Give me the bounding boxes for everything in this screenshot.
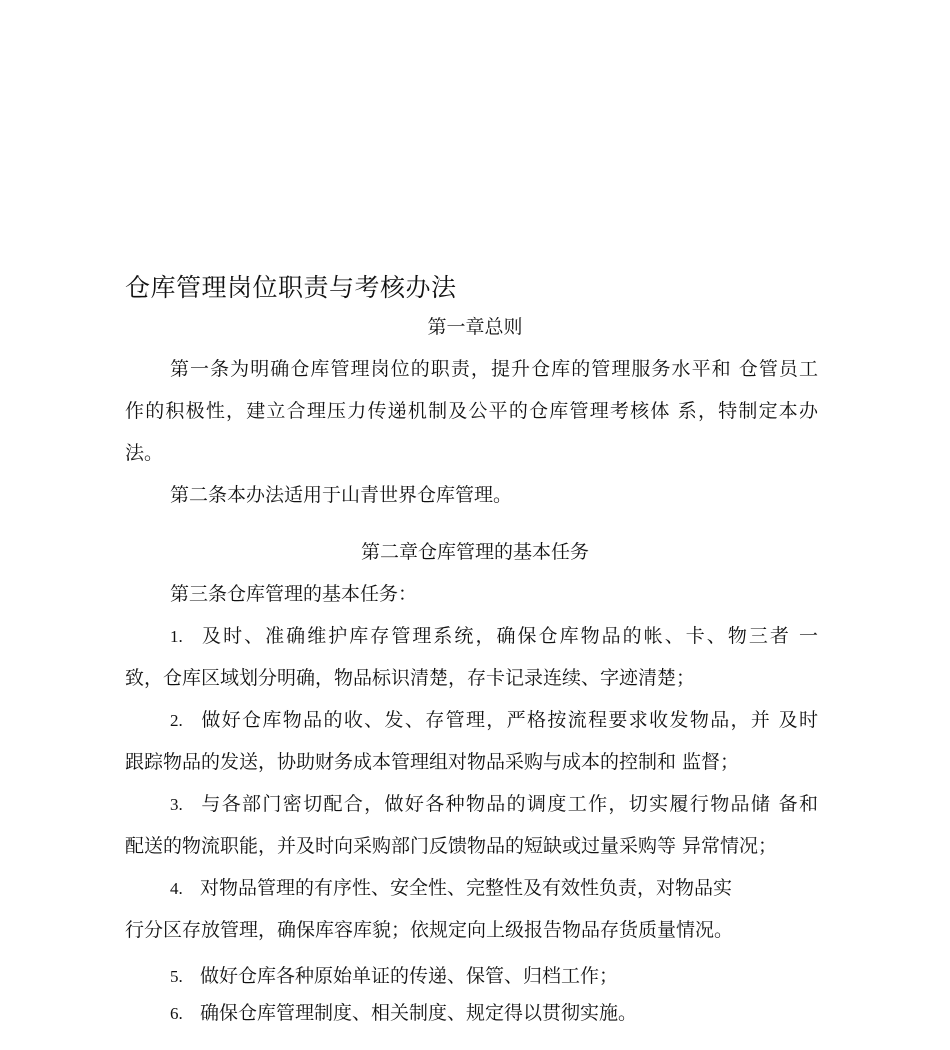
task-item-5-text: 做好仓库各种原始单证的传递、保管、归档工作； <box>200 965 619 987</box>
task-item-1-number: 1. <box>170 627 183 646</box>
article-3: 第三条仓库管理的基本任务： <box>170 583 418 605</box>
task-item-4-line-1 <box>170 875 732 902</box>
task-item-3-line-2: 配送的物流职能，并及时向采购部门反馈物品的短缺或过量采购等 异常情况； <box>125 835 778 857</box>
task-item-3-text: 与各部门密切配合，做好各种物品的调度工作，切实履行物品储 备和 <box>200 793 818 815</box>
task-item-1-text: 及时、准确维护库存管理系统，确保仓库物品的帐、卡、物三者 一 <box>200 625 818 647</box>
task-item-5 <box>170 963 618 990</box>
task-item-3-number: 3. <box>170 795 183 814</box>
task-item-4-line-2: 行分区存放管理，确保库容库貌；依规定向上级报告物品存货质量情况。 <box>125 919 734 941</box>
task-item-2-line-1 <box>170 707 818 734</box>
article-1-line-1: 第一条为明确仓库管理岗位的职责，提升仓库的管理服务水平和 仓管员工 <box>170 358 818 380</box>
task-item-6-text: 确保仓库管理制度、相关制度、规定得以贯彻实施。 <box>200 1002 638 1024</box>
article-1-line-2: 作的积极性，建立合理压力传递机制及公平的仓库管理考核体 系，特制定本办 <box>125 400 818 422</box>
task-item-3-line-1 <box>170 791 818 818</box>
task-item-2-text: 做好仓库物品的收、发、存管理，严格按流程要求收发物品，并 及时 <box>200 709 818 731</box>
task-item-1-line-2: 致，仓库区域划分明确，物品标识清楚，存卡记录连续、字迹清楚； <box>125 667 696 689</box>
task-item-2-line-2: 跟踪物品的发送，协助财务成本管理组对物品采购与成本的控制和 监督； <box>125 751 740 773</box>
task-item-6-number: 6. <box>170 1004 183 1023</box>
task-item-1-line-1 <box>170 623 818 650</box>
article-1-line-3: 法。 <box>125 442 164 464</box>
task-item-2-number: 2. <box>170 711 183 730</box>
task-item-5-number: 5. <box>170 967 183 986</box>
task-item-4-text: 对物品管理的有序性、安全性、完整性及有效性负责，对物品实 <box>200 877 733 899</box>
task-item-4-number: 4. <box>170 879 183 898</box>
task-item-6 <box>170 1000 637 1027</box>
article-2: 第二条本办法适用于山青世界仓库管理。 <box>170 484 513 506</box>
chapter-1-heading: 第一章总则 <box>427 316 523 338</box>
document-title: 仓库管理岗位职责与考核办法 <box>125 273 457 302</box>
chapter-2-heading: 第二章仓库管理的基本任务 <box>360 541 589 563</box>
